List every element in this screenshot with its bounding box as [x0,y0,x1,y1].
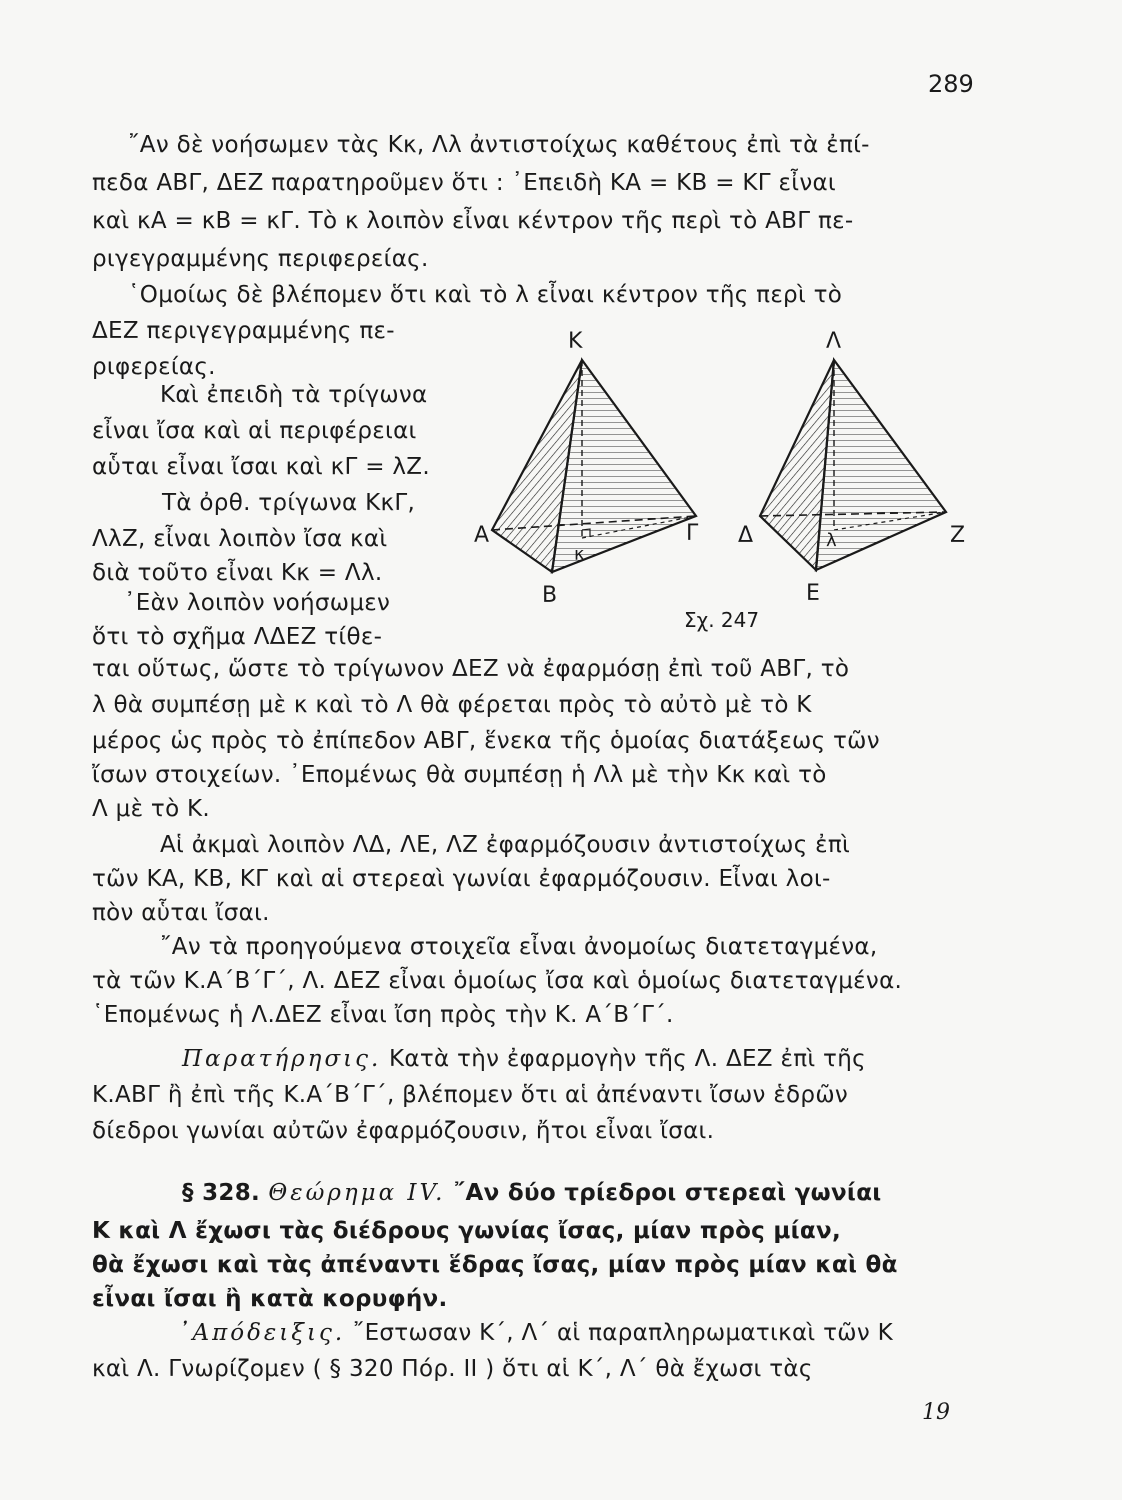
text-line: ῾Ομοίως δὲ βλέπομεν ὅτι καὶ τὸ λ εἶναι κέντρον τῆς περὶ τὸ [128,282,843,308]
text-line: καὶ Λ. Γνωρίζομεν ( § 320 Πόρ. ΙΙ ) ὅτι αἱ Κ΄, Λ΄ θὰ ἔχωσι τὰς [92,1356,813,1382]
proof-text: ῎Εστωσαν Κ΄, Λ΄ αἱ παραπληρωματικαὶ τῶν Κ [352,1320,893,1346]
proof-line [178,1320,893,1346]
text-line: ἴσων στοιχείων. ᾿Επομένως θὰ συμπέσῃ ἡ Λλ μὲ τὴν Κκ καὶ τὸ [92,762,827,788]
right-pyramid [760,360,946,570]
text-line: τὰ τῶν Κ.Α΄Β΄Γ΄, Λ. ΔΕΖ εἶναι ὁμοίως ἴσα καὶ ὁμοίως διατεταγμένα. [92,968,903,994]
text-line: εἶναι ἴσα καὶ αἱ περιφέρειαι [92,418,417,444]
text-line: πὸν αὗται ἴσαι. [92,900,270,926]
theorem-line [182,1180,882,1206]
text-line: ται οὕτως, ὥστε τὸ τρίγωνον ΔΕΖ νὰ ἐφαρμόσῃ ἐπὶ τοῦ ΑΒΓ, τὸ [92,656,850,682]
label-B: Β [542,583,558,608]
page-number: 289 [928,70,974,98]
text-line: ΔΕΖ περιγεγραμμένης πε- [92,318,395,344]
text-line: ριγεγραμμένης περιφερείας. [92,246,429,272]
text-line: ῾Επομένως ἡ Λ.ΔΕΖ εἶναι ἴση πρὸς τὴν Κ. Α΄Β΄Γ΄. [92,1002,674,1028]
text-line: ὅτι τὸ σχῆμα ΛΔΕΖ τίθε- [92,624,383,650]
label-Z: Ζ [950,523,966,548]
label-k: κ [574,544,585,565]
text-line: πεδα ΑΒΓ, ΔΕΖ παρατηροῦμεν ὅτι : ᾿Επειδὴ ΚΑ = ΚΒ = ΚΓ εἶναι [92,170,837,196]
label-A: Α [474,523,490,548]
text-line: δίεδροι γωνίαι αὐτῶν ἐφαρμόζουσιν, ἤτοι εἶναι ἴσαι. [92,1118,715,1144]
label-l: λ [826,530,837,551]
text-line: διὰ τοῦτο εἶναι Κκ = Λλ. [92,560,383,586]
remark-text: Κατὰ τὴν ἐφαρμογὴν τῆς Λ. ΔΕΖ ἐπὶ τῆς [388,1046,866,1072]
remark-heading: Παρατήρησις. [182,1046,382,1072]
text-line: Τὰ ὀρθ. τρίγωνα ΚκΓ, [162,490,416,516]
text-line: Κ.ΑΒΓ ἢ ἐπὶ τῆς Κ.Α΄Β΄Γ΄, βλέπομεν ὅτι αἱ ἀπέναντι ἴσων ἑδρῶν [92,1082,849,1108]
text-line: Καὶ ἐπειδὴ τὰ τρίγωνα [160,382,428,408]
theorem-section: § 328. [182,1180,261,1206]
text-line: τῶν ΚΑ, ΚΒ, ΚΓ καὶ αἱ στερεαὶ γωνίαι ἐφαρμόζουσιν. Εἶναι λοι- [92,866,831,892]
text-line: αὗται εἶναι ἴσαι καὶ κΓ = λΖ. [92,454,430,480]
label-K: Κ [568,329,583,354]
text-line: Λ μὲ τὸ Κ. [92,796,211,822]
theorem-line: θὰ ἔχωσι καὶ τὰς ἀπέναντι ἕδρας ἴσας, μίαν πρὸς μίαν καὶ θὰ [92,1252,898,1278]
figure-247 [470,320,990,640]
text-line: Αἱ ἀκμαὶ λοιπὸν ΛΔ, ΛΕ, ΛΖ ἐφαρμόζουσιν ἀντιστοίχως ἐπὶ [160,832,851,858]
label-E: Ε [806,581,820,606]
theorem-line: εἶναι ἴσαι ἢ κατὰ κορυφήν. [92,1286,448,1312]
proof-heading: ᾿Απόδειξις. [178,1320,346,1346]
text-line: ῎Αν δὲ νοήσωμεν τὰς Κκ, Λλ ἀντιστοίχως καθέτους ἐπὶ τὰ ἐπί- [128,132,870,158]
footer-page-number: 19 [922,1400,950,1425]
label-L: Λ [826,329,842,354]
text-line: μέρος ὡς πρὸς τὸ ἐπίπεδον ΑΒΓ, ἕνεκα τῆς ὁμοίας διατάξεως τῶν [92,728,880,754]
text-line: καὶ κΑ = κΒ = κΓ. Τὸ κ λοιπὸν εἶναι κέντρον τῆς περὶ τὸ ΑΒΓ πε- [92,208,854,234]
theorem-line: Κ καὶ Λ ἔχωσι τὰς διέδρους γωνίας ἴσας, μίαν πρὸς μίαν, [92,1218,842,1244]
label-G: Γ [686,521,699,546]
figure-caption: Σχ. 247 [684,608,760,632]
text-line: λ θὰ συμπέσῃ μὲ κ καὶ τὸ Λ θὰ φέρεται πρὸς τὸ αὐτὸ μὲ τὸ Κ [92,692,812,718]
text-line: ῎Αν τὰ προηγούμενα στοιχεῖα εἶναι ἀνομοίως διατεταγμένα, [160,934,878,960]
text-line: ᾿Εὰν λοιπὸν νοήσωμεν [124,590,391,616]
label-D: Δ [738,523,754,548]
theorem-label: Θεώρημα IV. [268,1180,446,1206]
left-pyramid [492,360,696,572]
theorem-text: ῎Αν δύο τρίεδροι στερεαὶ γωνίαι [453,1180,882,1206]
text-line: ριφερείας. [92,354,216,380]
remark-line [182,1046,866,1072]
text-line: ΛλΖ, εἶναι λοιπὸν ἴσα καὶ [92,526,388,552]
